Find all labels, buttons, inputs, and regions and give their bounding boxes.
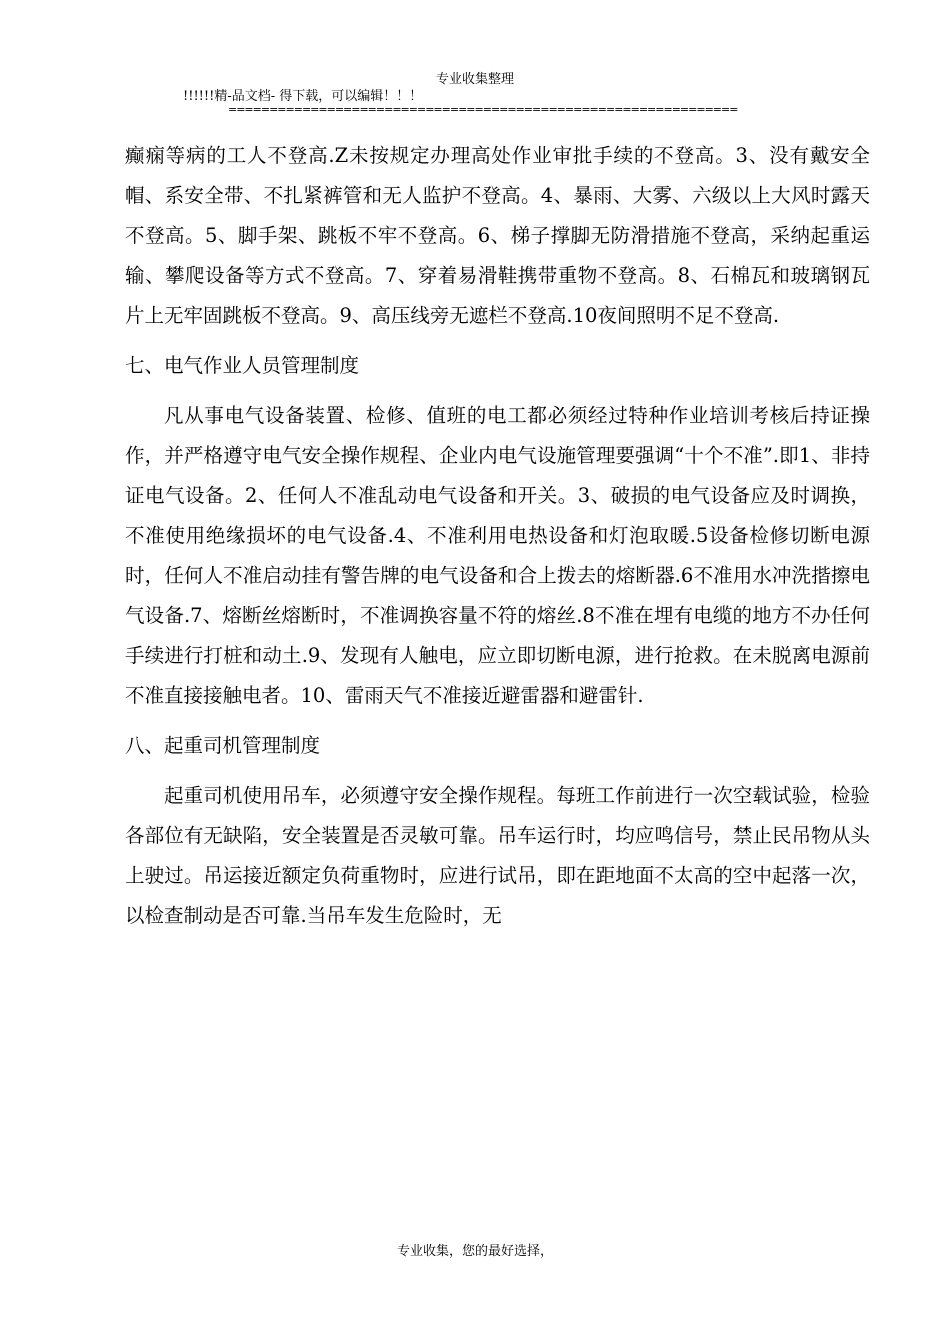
document-body	[125, 136, 870, 946]
section-heading-electrical: 七、电气作业人员管理制度	[125, 354, 360, 377]
header-banner: !!!!!!精-品文档- 得下载，可以编辑！！！	[183, 89, 423, 104]
page-footer: 专业收集，您的最好选择，	[396, 1244, 553, 1259]
header-collection-label: 专业收集整理	[435, 72, 514, 87]
header-divider: ==============================================================	[228, 103, 738, 116]
paragraph-high-work-rules: 癫痫等病的工人不登高.Z未按规定办理高处作业审批手续的不登高。3、没有戴安全帽、系安全带、不扎紧裤管和无人监护不登高。4、暴雨、大雾、六级以上大风时露天不登高。5、脚手架、跳板不牢不登高。6、梯子撑脚无防滑措施不登高，采纳起重运输、攀爬设备等方式不登高。7、穿着易滑鞋携带重物不登高。8、石棉瓦和玻璃钢瓦片上无牢固跳板不登高。9、高压线旁无遮栏不登高.10夜间照明不足不登高.	[125, 144, 870, 327]
section-heading-crane: 八、起重司机管理制度	[125, 734, 321, 757]
paragraph-crane-rules: 起重司机使用吊车，必须遵守安全操作规程。每班工作前进行一次空载试验，检验各部位有无缺陷，安全装置是否灵敏可靠。吊车运行时，均应鸣信号，禁止民吊物从头上驶过。吊运接近额定负荷重物时，应进行试吊，即在距地面不太高的空中起落一次，以检查制动是否可靠.当吊车发生危险时，无	[125, 784, 870, 927]
paragraph-electrical-rules: 凡从事电气设备装置、检修、值班的电工都必须经过特种作业培训考核后持证操作，并严格遵守电气安全操作规程、企业内电气设施管理要强调“十个不准”.即1、非持证电气设备。2、任何人不准乱动电气设备和开关。3、破损的电气设备应及时调换，不准使用绝缘损坏的电气设备.4、不准利用电热设备和灯泡取暖.5设备检修切断电源时，任何人不准启动挂有警告牌的电气设备和合上拨去的熔断器.6不准用水冲洗揩擦电气设备.7、熔断丝熔断时，不准调换容量不符的熔丝.8不准在埋有电缆的地方不办任何手续进行打桩和动土.9、发现有人触电，应立即切断电源，进行抢救。在未脱离电源前不准直接接触电者。10、雷雨天气不准接近避雷器和避雷针.	[125, 404, 870, 707]
